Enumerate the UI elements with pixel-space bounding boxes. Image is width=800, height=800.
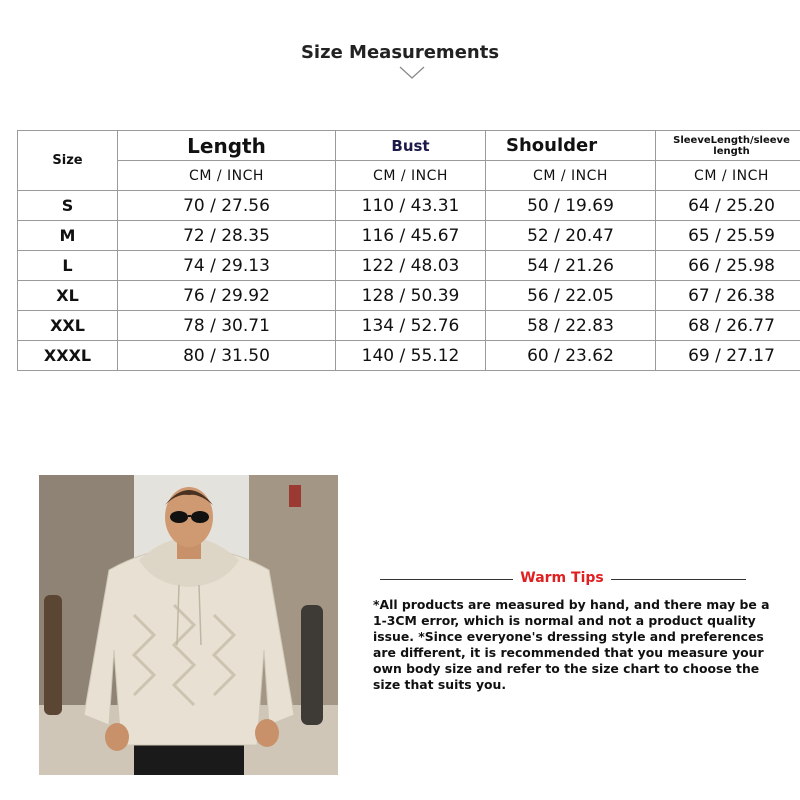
header-shoulder: Shoulder (486, 131, 656, 161)
cell-shoulder: 58 / 22.83 (486, 311, 656, 341)
cell-bust: 122 / 48.03 (336, 251, 486, 281)
cell-sleeve: 68 / 26.77 (656, 311, 800, 341)
cell-sleeve: 64 / 25.20 (656, 191, 800, 221)
cell-bust: 116 / 45.67 (336, 221, 486, 251)
header-length: Length (118, 131, 336, 161)
unit-sleeve: CM / INCH (656, 161, 800, 191)
row-size: L (18, 251, 118, 281)
cell-length: 78 / 30.71 (118, 311, 336, 341)
tips-title: Warm Tips (520, 570, 604, 586)
divider-left (380, 579, 513, 580)
cell-length: 72 / 28.35 (118, 221, 336, 251)
unit-length: CM / INCH (118, 161, 336, 191)
divider-right (611, 579, 746, 580)
cell-sleeve: 66 / 25.98 (656, 251, 800, 281)
cell-shoulder: 52 / 20.47 (486, 221, 656, 251)
model-illustration (39, 475, 338, 775)
cell-sleeve: 67 / 26.38 (656, 281, 800, 311)
row-size: XXL (18, 311, 118, 341)
cell-bust: 134 / 52.76 (336, 311, 486, 341)
table-row (18, 311, 800, 341)
cell-length: 80 / 31.50 (118, 341, 336, 371)
cell-length: 76 / 29.92 (118, 281, 336, 311)
table-row (18, 221, 800, 251)
cell-length: 74 / 29.13 (118, 251, 336, 281)
row-size: S (18, 191, 118, 221)
cell-sleeve: 65 / 25.59 (656, 221, 800, 251)
row-size: M (18, 221, 118, 251)
tips-text: *All products are measured by hand, and there may be a 1-3CM error, which is normal and not a product quality issue. *Since everyone's dressing style and preferences are different, it is recommended that you measure your own body size and refer to the size chart to choose the size that suits you. (373, 597, 770, 692)
table-row (18, 251, 800, 281)
chevron-down-icon (399, 66, 425, 80)
cell-shoulder: 60 / 23.62 (486, 341, 656, 371)
cell-shoulder: 54 / 21.26 (486, 251, 656, 281)
header-size: Size (18, 131, 118, 191)
unit-shoulder: CM / INCH (486, 161, 656, 191)
row-size: XXXL (18, 341, 118, 371)
cell-sleeve: 69 / 27.17 (656, 341, 800, 371)
unit-row (18, 161, 800, 191)
cell-shoulder: 56 / 22.05 (486, 281, 656, 311)
cell-bust: 140 / 55.12 (336, 341, 486, 371)
cell-length: 70 / 27.56 (118, 191, 336, 221)
table-row (18, 341, 800, 371)
cell-shoulder: 50 / 19.69 (486, 191, 656, 221)
cell-bust: 128 / 50.39 (336, 281, 486, 311)
cell-bust: 110 / 43.31 (336, 191, 486, 221)
size-table (17, 130, 800, 371)
header-row (18, 131, 800, 161)
table-row (18, 191, 800, 221)
header-sleeve: SleeveLength/sleeve length (656, 131, 800, 161)
page-title: Size Measurements (300, 42, 500, 63)
table-row (18, 281, 800, 311)
header-bust: Bust (336, 131, 486, 161)
unit-bust: CM / INCH (336, 161, 486, 191)
model-photo (39, 475, 338, 775)
row-size: XL (18, 281, 118, 311)
